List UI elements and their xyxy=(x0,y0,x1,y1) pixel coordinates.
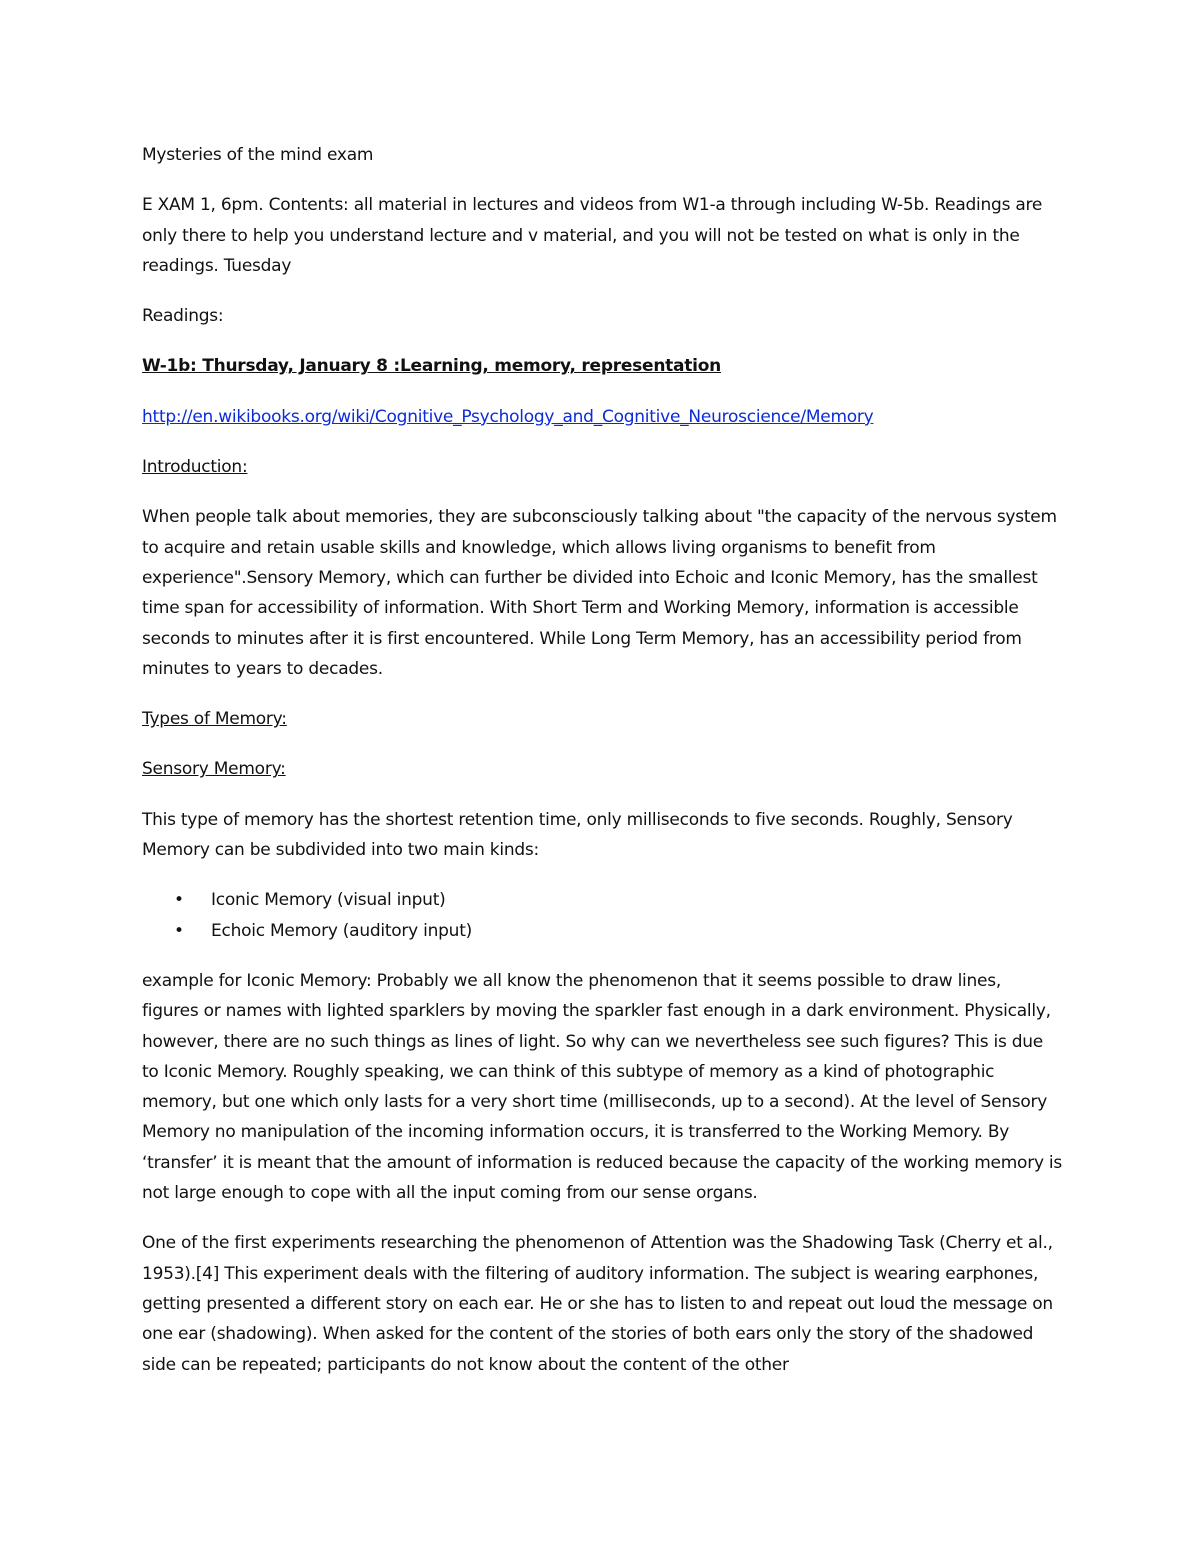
bullet-icon: • xyxy=(174,890,184,911)
list-item xyxy=(142,885,1062,915)
list-item xyxy=(142,916,1062,946)
iconic-memory-example-paragraph: example for Iconic Memory: Probably we all know the phenomenon that it seems possible to draw lines, figures or names with lighted sparklers by moving the sparkler fast enough in a dark environment. Physically, however, there are no such things as lines of light. So why can we nevertheless see such figures? This is due to Iconic Memory. Roughly speaking, we can think of this subtype of memory as a kind of photographic memory, but one which only lasts for a very short time (milliseconds, up to a second). At the level of Sensory Memory no manipulation of the incoming information occurs, it is transferred to the Working Memory. By ‘transfer’ it is meant that the amount of information is reduced because the capacity of the working memory is not large enough to cope with all the input coming from our sense organs. xyxy=(142,970,1062,1204)
section-heading-w1b: W-1b: Thursday, January 8 :Learning, memory, representation xyxy=(142,356,722,377)
types-of-memory-heading: Types of Memory: xyxy=(142,709,287,730)
document-title: Mysteries of the mind exam xyxy=(142,145,374,165)
bullet-icon: • xyxy=(174,920,184,941)
shadowing-task-paragraph: One of the first experiments researching the phenomenon of Attention was the Shadowing Task (Cherry et al., 1953).[4] This experiment deals with the filtering of auditory information. The subject is wearing earphones, getting presented a different story on each ear. He or she has to listen to and repeat out loud the message on one ear (shadowing). When asked for the content of the stories of both ears only the story of the shadowed side can be repeated; participants do not know about the content of the other xyxy=(142,1233,1053,1375)
wikibooks-memory-link[interactable]: http://en.wikibooks.org/wiki/Cognitive_Psychology_and_Cognitive_Neuroscience/Memory xyxy=(142,406,874,427)
readings-label: Readings: xyxy=(142,306,224,327)
list-item-text: Iconic Memory (visual input) xyxy=(211,890,446,911)
sensory-memory-heading: Sensory Memory: xyxy=(142,759,286,780)
introduction-heading: Introduction: xyxy=(142,457,248,478)
sensory-memory-paragraph: This type of memory has the shortest retention time, only milliseconds to five seconds. Roughly, Sensory Memory can be subdivided into two main kinds: xyxy=(142,809,1013,861)
memory-kinds-list xyxy=(142,885,1062,946)
list-item-text: Echoic Memory (auditory input) xyxy=(211,920,472,941)
introduction-paragraph: When people talk about memories, they are subconsciously talking about "the capacity of the nervous system to acquire and retain usable skills and knowledge, which allows living organisms to benefit from experience".Sensory Memory, which can further be divided into Echoic and Iconic Memory, has the smallest time span for accessibility of information. With Short Term and Working Memory, information is accessible seconds to minutes after it is first encountered. While Long Term Memory, has an accessibility period from minutes to years to decades. xyxy=(142,507,1057,679)
exam-info-paragraph: E XAM 1, 6pm. Contents: all material in lectures and videos from W1-a through including W-5b. Readings are only there to help you understand lecture and v material, and you will not be tested on what is only in the readings. Tuesday xyxy=(142,195,1043,276)
document-page xyxy=(142,140,1062,1400)
